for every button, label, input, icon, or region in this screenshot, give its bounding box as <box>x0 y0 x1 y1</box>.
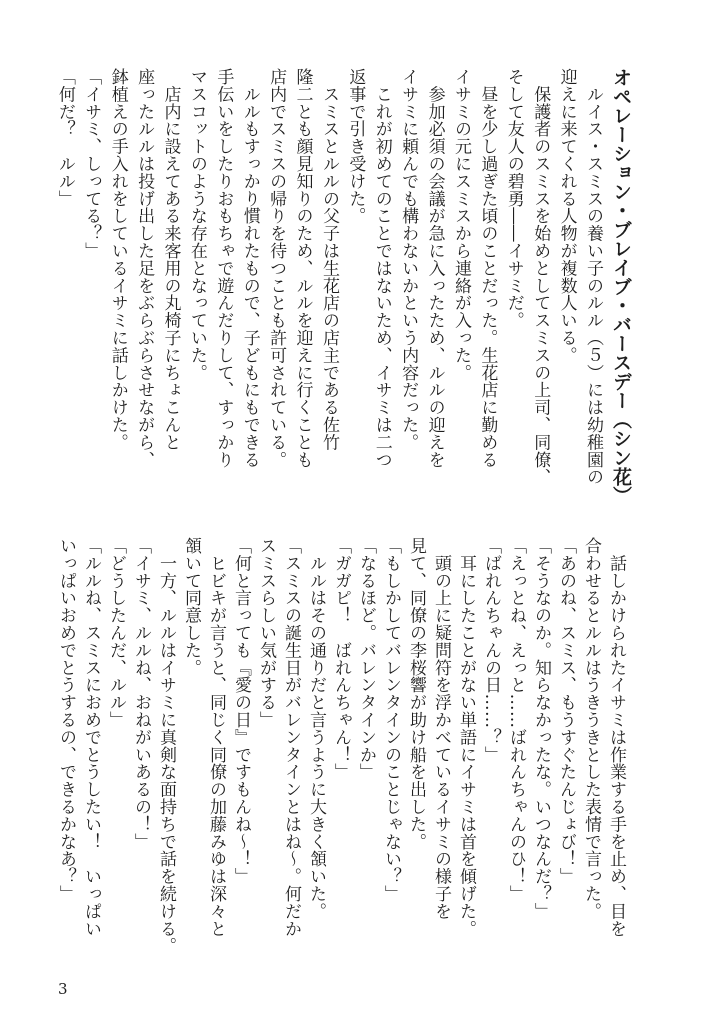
text-line: 話しかけられたイサミは作業する手を止め、目を <box>606 537 626 938</box>
text-line: いっぱいおめでとうするの、できるかなあ？」 <box>56 537 76 903</box>
text-line: 「どうしたんだ、ルル」 <box>106 537 126 729</box>
text-line: ルルもすっかり慣れたもので、子どもにもできる <box>239 68 260 469</box>
text-line: イサミに頼んでも構わないかという内容だった。 <box>398 68 419 451</box>
text-line: 座ったルルは投げ出した足をぶらぶらさせながら、 <box>134 68 155 469</box>
text-line: そして友人の碧勇――イサミだ。 <box>503 68 524 329</box>
text-line: 「ばれんちゃんの日……？」 <box>481 537 501 764</box>
text-line: 隆二とも顔見知りのため、ルルを迎えに行くことも <box>292 68 313 469</box>
text-line: 「ガガピ！ ばれんちゃん！」 <box>331 537 351 781</box>
text-line: ヒビキが言うと、同じく同僚の加藤みゆは深々と <box>206 537 226 938</box>
text-line: 店内でスミスの帰りを待つことも許可されている。 <box>266 68 287 469</box>
text-line: スミスとルルの父子は生花店の店主である佐竹 <box>318 68 339 451</box>
text-line: 頷いて同意した。 <box>181 537 201 677</box>
text-line: 店内に設えてある来客用の丸椅子にちょこんと <box>160 68 181 451</box>
text-line: 「ルルね、スミスにおめでとうしたい！ いっぱい <box>81 537 101 938</box>
text-line: 頭の上に疑問符を浮かべているイサミの様子を <box>431 537 451 920</box>
text-line: 「何だ？ ルル」 <box>54 68 75 208</box>
text-line: 「そうなのか。知らなかったな。いつなんだ？」 <box>531 537 551 920</box>
text-line: 「スミスの誕生日がバレンタインとはね～。何だか <box>281 537 301 938</box>
text-line: 迎えに来てくれる人物が複数人いる。 <box>556 68 577 364</box>
text-line: 「あのね、スミス、もうすぐたんじょび！」 <box>556 537 576 885</box>
text-line: ルイス・スミスの養い子のルル（５）には幼稚園の <box>583 68 603 486</box>
upper-text-block <box>51 68 636 508</box>
text-line: 耳にしたことがない単語にイサミは首を傾げた。 <box>456 537 476 938</box>
text-line: 「何と言っても『愛の日』ですもんね～！」 <box>231 537 251 885</box>
text-line: 「えっとね、えっと……ばれんちゃんのひ！」 <box>506 537 526 903</box>
text-line: ルルはその通りだと言うように大きく頷いた。 <box>306 537 326 920</box>
lower-text-block <box>53 537 628 969</box>
text-line: スミスらしい気がする」 <box>256 537 276 729</box>
text-line: イサミの元にスミスから連絡が入った。 <box>450 68 471 382</box>
text-line: 鉢植えの手入れをしているイサミに話しかけた。 <box>107 68 128 451</box>
text-line: 一方、ルルはイサミに真剣な面持ちで話を続ける。 <box>156 537 176 955</box>
text-line: 保護者のスミスを始めとしてスミスの上司、同僚、 <box>530 68 551 486</box>
text-line: 昼を少し過ぎた頃のことだった。生花店に勤める <box>477 68 498 469</box>
story-title: オペレーション・ブレイブ・バースデー（シン花） <box>610 68 632 505</box>
text-line: マスコットのような存在となっていた。 <box>186 68 207 382</box>
text-line: 「イサミ、しってる？」 <box>81 68 102 260</box>
text-line: 手伝いをしたりおもちゃで遊んだりして、すっかり <box>213 68 234 469</box>
page-number: 3 <box>58 980 68 998</box>
text-line: 参加必須の会議が急に入ったため、ルルの迎えを <box>424 68 445 469</box>
text-line: 見て、同僚の李桜響が助け船を出した。 <box>406 537 426 851</box>
text-line: 「なるほど。バレンタインか」 <box>356 537 376 781</box>
text-line: これが初めてのことではないため、イサミは二つ <box>371 68 392 469</box>
text-line: 「イサミ、ルルね、おねがいあるの！」 <box>131 537 151 851</box>
text-line: 「もしかしてバレンタインのことじゃない？」 <box>381 537 401 903</box>
text-line: 合わせるとルルはうきうきとした表情で言った。 <box>581 537 601 920</box>
text-line: 返事で引き受けた。 <box>345 68 366 225</box>
